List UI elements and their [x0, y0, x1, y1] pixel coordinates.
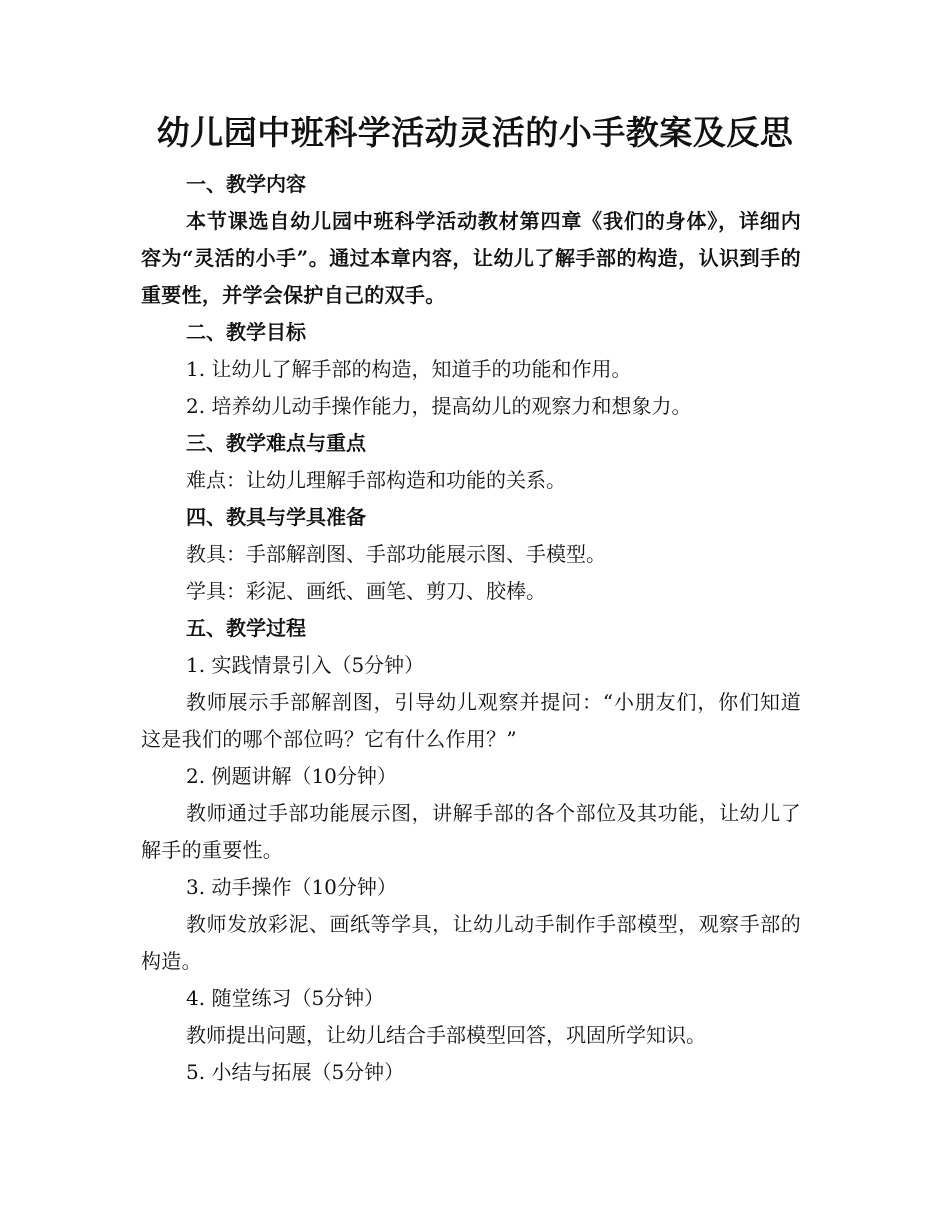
section-paragraph: 本节课选自幼儿园中班科学活动教材第四章《我们的身体》，详细内容为“灵活的小手”。通过本章内容，让幼儿了解手部的构造，认识到手的重要性，并学会保护自己的双手。: [141, 209, 801, 307]
list-item: 学具：彩泥、画纸、画笔、剪刀、胶棒。: [186, 579, 546, 603]
step-label: 3. 动手操作（10分钟）: [186, 875, 397, 899]
section-heading: 二、教学目标: [186, 320, 306, 344]
list-item: 难点：让幼儿理解手部构造和功能的关系。: [186, 468, 566, 492]
step-text: 教师提出问题，让幼儿结合手部模型回答，巩固所学知识。: [186, 1023, 706, 1047]
step-label: 2. 例题讲解（10分钟）: [186, 764, 397, 788]
list-item: 2. 培养幼儿动手操作能力，提高幼儿的观察力和想象力。: [186, 394, 692, 418]
list-item: 教具：手部解剖图、手部功能展示图、手模型。: [186, 542, 606, 566]
section-heading: 四、教具与学具准备: [186, 505, 366, 529]
document-body: [141, 166, 801, 1091]
section-heading: 五、教学过程: [186, 616, 306, 640]
step-text: 教师发放彩泥、画纸等学具，让幼儿动手制作手部模型，观察手部的构造。: [141, 912, 801, 973]
step-label: 1. 实践情景引入（5分钟）: [186, 653, 425, 677]
step-text: 教师展示手部解剖图，引导幼儿观察并提问：“小朋友们，你们知道这是我们的哪个部位吗？它有什么作用？”: [141, 690, 801, 751]
section-heading: 三、教学难点与重点: [186, 431, 366, 455]
step-text: 教师通过手部功能展示图，讲解手部的各个部位及其功能，让幼儿了解手的重要性。: [141, 801, 801, 862]
section-heading: 一、教学内容: [186, 172, 306, 196]
step-label: 4. 随堂练习（5分钟）: [186, 986, 385, 1010]
document-title: 幼儿园中班科学活动灵活的小手教案及反思: [156, 113, 794, 152]
list-item: 1. 让幼儿了解手部的构造，知道手的功能和作用。: [186, 357, 632, 381]
step-label: 5. 小结与拓展（5分钟）: [186, 1060, 405, 1084]
